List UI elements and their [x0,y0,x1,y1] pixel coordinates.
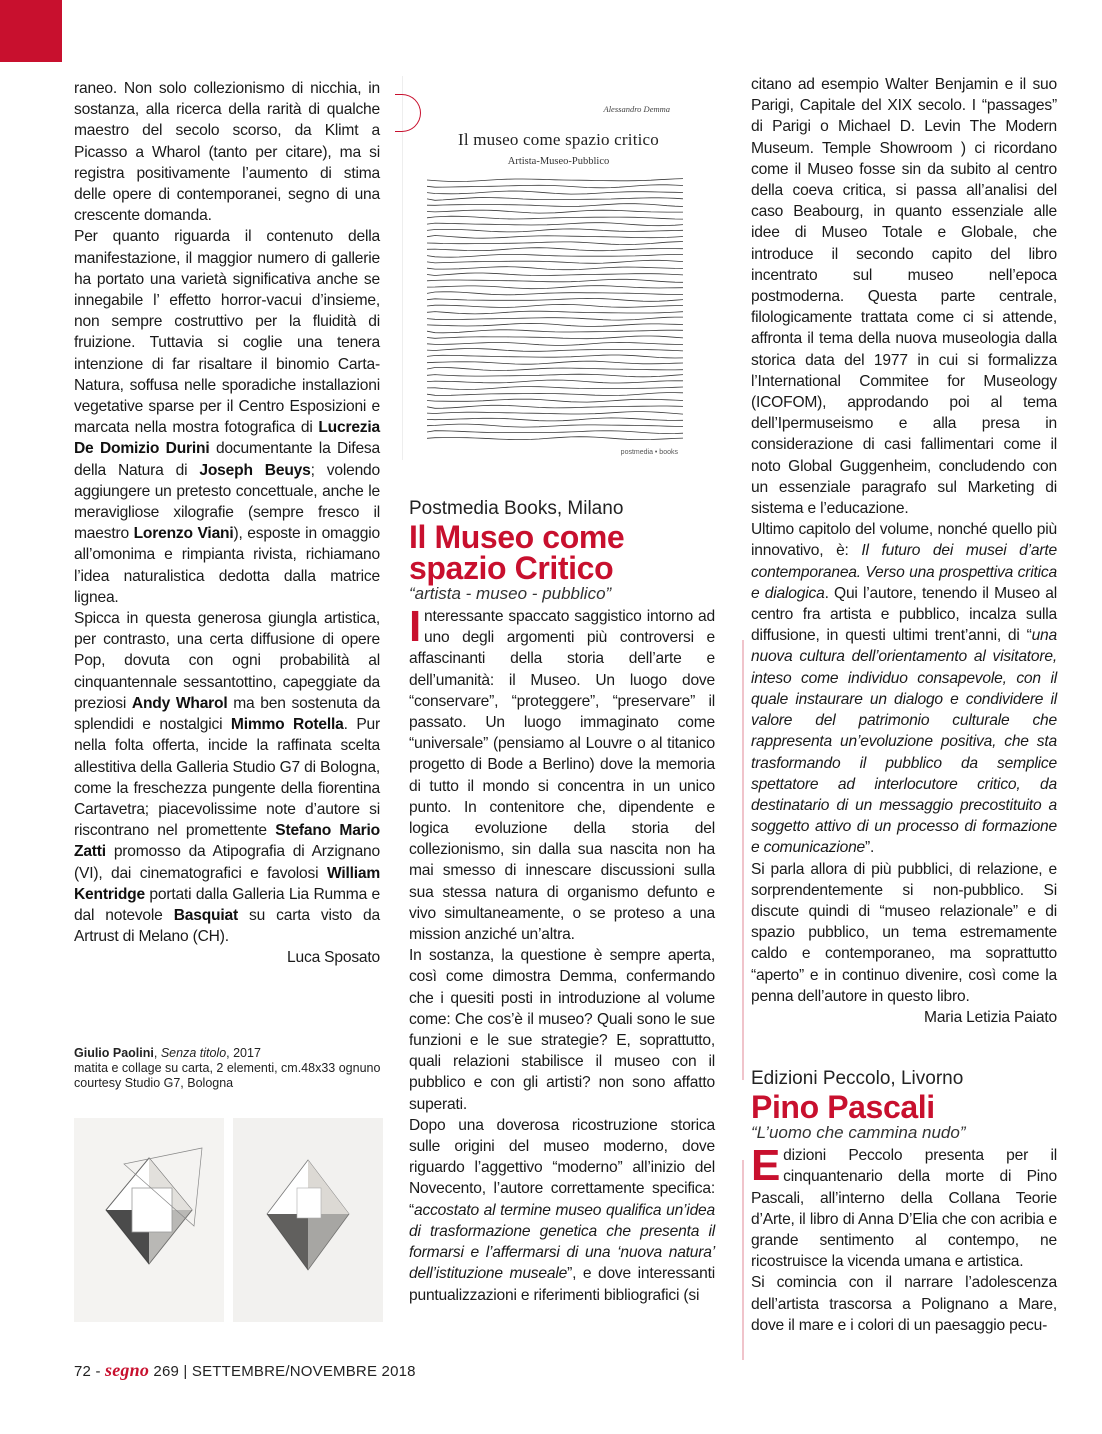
spacer [751,1028,1057,1068]
paragraph: In sostanza, la questione è sempre aperta, così come dimostra Demma, confermando che i quesiti posti in introduzione al volume come: Che cos’è il museo? Quali sono le sue funzioni e le sue strategie? E, soprattutto, quali relazioni stabilisce il museo con il pubblico e con gli artisti? non sono affatto superati. [409,947,715,1113]
cover-line [427,267,683,270]
cover-line [427,304,683,307]
author-signature: Maria Letizia Paiato [924,1008,1057,1026]
review-title-line: Il Museo come [409,519,625,555]
artist-name: William Kentridge [74,864,380,903]
artist-name: Andy Wharol [131,694,228,712]
artist-name: Joseph Beuys [199,461,311,479]
cover-line [427,349,683,352]
text-run: su carta visto da Artrust di Melano (CH). [74,906,380,946]
cover-title: Il museo come spazio critico [457,130,660,149]
cover-line [427,191,683,194]
author-signature: Luca Sposato [287,949,380,967]
column-rule [742,640,744,1080]
drop-cap: E [751,1141,781,1191]
cover-line [427,405,683,408]
cover-line [427,236,683,239]
cover-line [427,210,683,213]
cover-line [427,185,683,188]
review-subtitle: “L’uomo che cammina nudo” [751,1123,966,1143]
text-run: Spicca in questa generosa giungla artistica, per contrasto, una certa diffusione di opere Pop, dovuta con ogni probabilità al cinquantennale sessantottino, capeggiate da preziosi [74,610,380,712]
paragraph [409,602,715,945]
paragraph: citano ad esempio Walter Benjamin e il suo Parigi, Capitale del XIX secolo. I “passages” di Parigi o Michael D. Levin The Modern Museum. Temple Showroom ) ci ricordano come il Museo fosse sin da subito al centro della coeva critica, si passa all’analisi del caso Beabourg, in quanto essenziale alle idee di Museo Totale e Globale, che introduce il secondo capito del libro incentrato sul museo nell’epoca postmoderna. Questa parte centrale, filologicamente trattata come ci si attende, affronta il tema della nuova museologia dalla storica data del 1977 in cui si formalizza l’International Commitee for Museology (ICOFOM), approdando poi al tema dell’Ipermuseismo e alla presa in considerazione di casi fallimentari come il noto Global Guggenheim, concludendo con un essenziale paragrafo sul Marketing di sistema e l’educazione. [751,76,1057,518]
paragraph: Si comincia con il narrare l’adolescenza dell’artista trascorsa a Polignano a Mare, dove il mare e i colori di un paesaggio pecu- [751,1274,1057,1334]
text-run: ”. [865,839,875,857]
cover-line [427,242,683,245]
review-publisher: Edizioni Peccolo, Livorno [751,1068,964,1090]
caption-line: matita e collage su carta, 2 elementi, cm.48x33 ognuno [74,1061,381,1075]
text-run: nteressante spaccato saggistico intorno ad uno degli argomenti più controversi e affascinanti della storia dell’arte e dell’umanità: il Museo. Un luogo dove “conservare”, “proteggere”, “preservare” il passato. Un luogo immaginato come “universale” (pensiamo al Louvre o al titanico progetto di Bode a Berlino) dove la memoria di tutto il mondo si concentra in un unico punto. In contenitore che, dipendente e logica evoluzione della storia del collezionismo, sin dalla sua nascita non ha mai smesso di innescare discussioni sulla sua stessa natura di organismo defunto e vivo simultaneamente, o se proteso a una mission anziché un’altra. [409,608,715,944]
magazine-logo: segno [105,1360,150,1380]
cover-line [427,361,683,364]
cover-line [427,298,683,301]
paragraph: raneo. Non solo collezionismo di nicchia, in sostanza, alla ricerca della rarità di qualche maestro del secolo scorso, da Klimt a Picasso a Wharol (tanto per citare), ma si registra positivamente l’aumento di stima delle opere di contemporanei, segno di una crescente domanda. [74,80,380,225]
caption-line: courtesy Studio G7, Bologna [74,1076,234,1090]
text-run: Ultimo capitolo del volume, nonché quello più innovativo, è: [751,521,1057,560]
text-run: promosso da Atipografia di Arzignano (VI), dai cinematografici e favolosi [74,843,380,882]
cover-line [427,323,683,326]
paragraph [74,608,380,947]
caption-title: Senza titolo [160,1046,227,1060]
cover-line [427,342,683,345]
text-run: Dopo una doverosa ricostruzione storica sulle origini del museo moderno, dove riguardo l’aggettivo “moderno” all’inizio del Novecento, l’autore correttamente specifica: “ [409,1116,715,1219]
caption-artist: Giulio Paolini [74,1046,154,1060]
text-run: ; volendo aggiungere un pretesto concettuale, anche le meravigliose xilografie (sempre fresco il maestro [74,461,380,543]
text-run: documentante la Difesa della Natura di [74,440,380,479]
cover-line [427,260,683,263]
column-rule [742,1160,744,1360]
cover-line [427,223,683,226]
artist-name: Lorenzo Viani [133,525,234,543]
cover-line [427,393,683,396]
cover-line [427,418,683,421]
artwork-caption [74,1046,384,1091]
artist-name: Lucrezia De Domizio Durini [74,419,380,458]
paragraph: Si parla allora di più pubblici, di relazione, e sorprendentemente si non-pubblico. Si discute quindi di “museo relazionale” e di spazio pubblico, un tema estremamente caldo e contemporaneo, ma soprattutto “aperto” e in continuo divenire, così come la penna dell’autore in questo libro. [751,860,1057,1005]
text-run: dizioni Peccolo presenta per il cinquantenario della morte di Pino Pascali, all’interno della Collana Teorie d’Arte, il libro di Anna D’Elia che con acribia e grande sentimento al contempo, ne ricostruisce la vicenda umana e artistica. [751,1147,1057,1271]
cover-line [427,198,683,201]
paragraph [751,519,1057,858]
review-title [409,519,715,586]
cover-line [427,317,683,320]
caption-year: , 2017 [226,1046,261,1060]
paragraph [74,226,380,608]
cover-line [427,380,683,383]
cover-line [427,179,683,182]
cover-line [427,254,683,257]
text-run: portati dalla Galleria Lia Rumma e dal notevole [74,885,380,924]
artist-name: Mimmo Rotella [230,716,344,734]
cover-line [427,368,683,371]
artwork-drawing [233,1118,383,1322]
review-publisher: Postmedia Books, Milano [409,498,624,519]
cover-line [427,286,683,289]
corner-color-block [0,0,62,62]
cover-line-pattern [427,176,689,446]
chapter-title: Il futuro dei musei d’arte contemporanea. Verso una prospettiva critica e dialogica [751,542,1057,602]
cover-line [427,248,683,251]
cover-publisher: postmedia • books [620,449,678,456]
drop-cap: I [409,602,422,651]
cover-line [427,336,683,339]
review-subtitle: “artista - museo - pubblico” [409,584,612,603]
cover-line [427,374,683,377]
caption-line: Giulio Paolini, Senza titolo, 2017 [74,1046,261,1060]
artwork-image-right [233,1118,383,1322]
quote-text: una nuova cultura dell’orientamento al visitatore, inteso come individuo consapevole, con il quale instaurare un dialogo e condividere il valore del patrimonio culturale che rappresenta un’evoluzione positiva, che sta trasformando il pubblico da semplice spettatore ad interlocutore critico, da destinatario di un messaggio precostituito a soggetto attivo di un processo di formazione e comunicazione [751,627,1057,857]
issue-info: 269 | SETTEMBRE/NOVEMBRE 2018 [153,1363,416,1380]
text-run: Per quanto riguarda il contenuto della manifestazione, il maggior numero di gallerie ha portato una varietà significativa anche se innegabile l’ effetto horror-vacui d’insieme, non sempre costruttivo per la fluidità di fruizione. Tuttavia si coglie una tenera intenzione di far risaltare il binomio Carta-Natura, soffusa nelle sporadiche installazioni vegetative sparse per il Centro Esposizioni e marcata nella mostra fotografica di [74,228,380,437]
page-number: 72 - [74,1363,101,1380]
right-article-column [751,74,1057,1336]
book-cover-image [402,76,714,460]
cover-line [427,229,683,232]
quote-text: accostato al termine museo qualifica un’idea di trasformazione genetica che presenta il formarsi e l’affermarsi di una ‘nuova natura’ dell’istituzione museale [409,1201,715,1283]
cover-line [427,431,683,434]
paragraph [751,1141,1057,1272]
review-title-line: spazio Critico [409,550,614,586]
cover-line [427,292,683,295]
cover-author: Alessandro Demma [603,104,670,114]
text-run: . Pur nella folta offerta, incide la raffinata scelta allestitiva della Galleria Studio G7 di Bologna, come la freschezza pungente della fiorentina Cartavetra; piacevolissime note d’autore si riscontrano nel promettente [74,716,380,840]
paragraph [409,1115,715,1306]
artist-name: Stefano Mario Zatti [74,822,380,861]
cover-line [427,437,683,440]
cover-line [427,399,683,402]
cover-line [427,279,683,282]
cover-line [427,273,683,276]
cover-line [427,204,683,207]
artist-name: Basquiat [173,906,238,924]
review-title: Pino Pascali [751,1089,935,1126]
cover-line [427,311,683,314]
artwork-drawing [74,1118,224,1322]
artwork-image-left [74,1118,224,1322]
middle-article-column [409,498,715,1306]
cover-subtitle: Artista-Museo-Pubblico [507,156,610,167]
page-footer [74,1360,416,1381]
cover-line [427,424,683,427]
text-run: ma ben sostenuta da splendidi e nostalgici [74,694,380,734]
cover-line [427,216,683,219]
text-run: ”, e dove interessanti puntualizzazioni e riferimenti bibliografici (si [409,1265,715,1304]
cover-line [427,355,683,358]
text-run: . Qui l’autore, tenendo il Museo al centro fra artista e pubblico, incalza sulla diffusione, in questi ultimi trent’anni, di “ [751,584,1058,645]
cover-line [427,387,683,390]
left-article-column [74,78,380,969]
cover-line [427,330,683,333]
text-run: ), esposte in omaggio all’omonima e rimpianta rivista, richiamano l’idea naturalistica dedotta dalla matrice lignea. [74,525,380,606]
cover-line [427,412,683,415]
